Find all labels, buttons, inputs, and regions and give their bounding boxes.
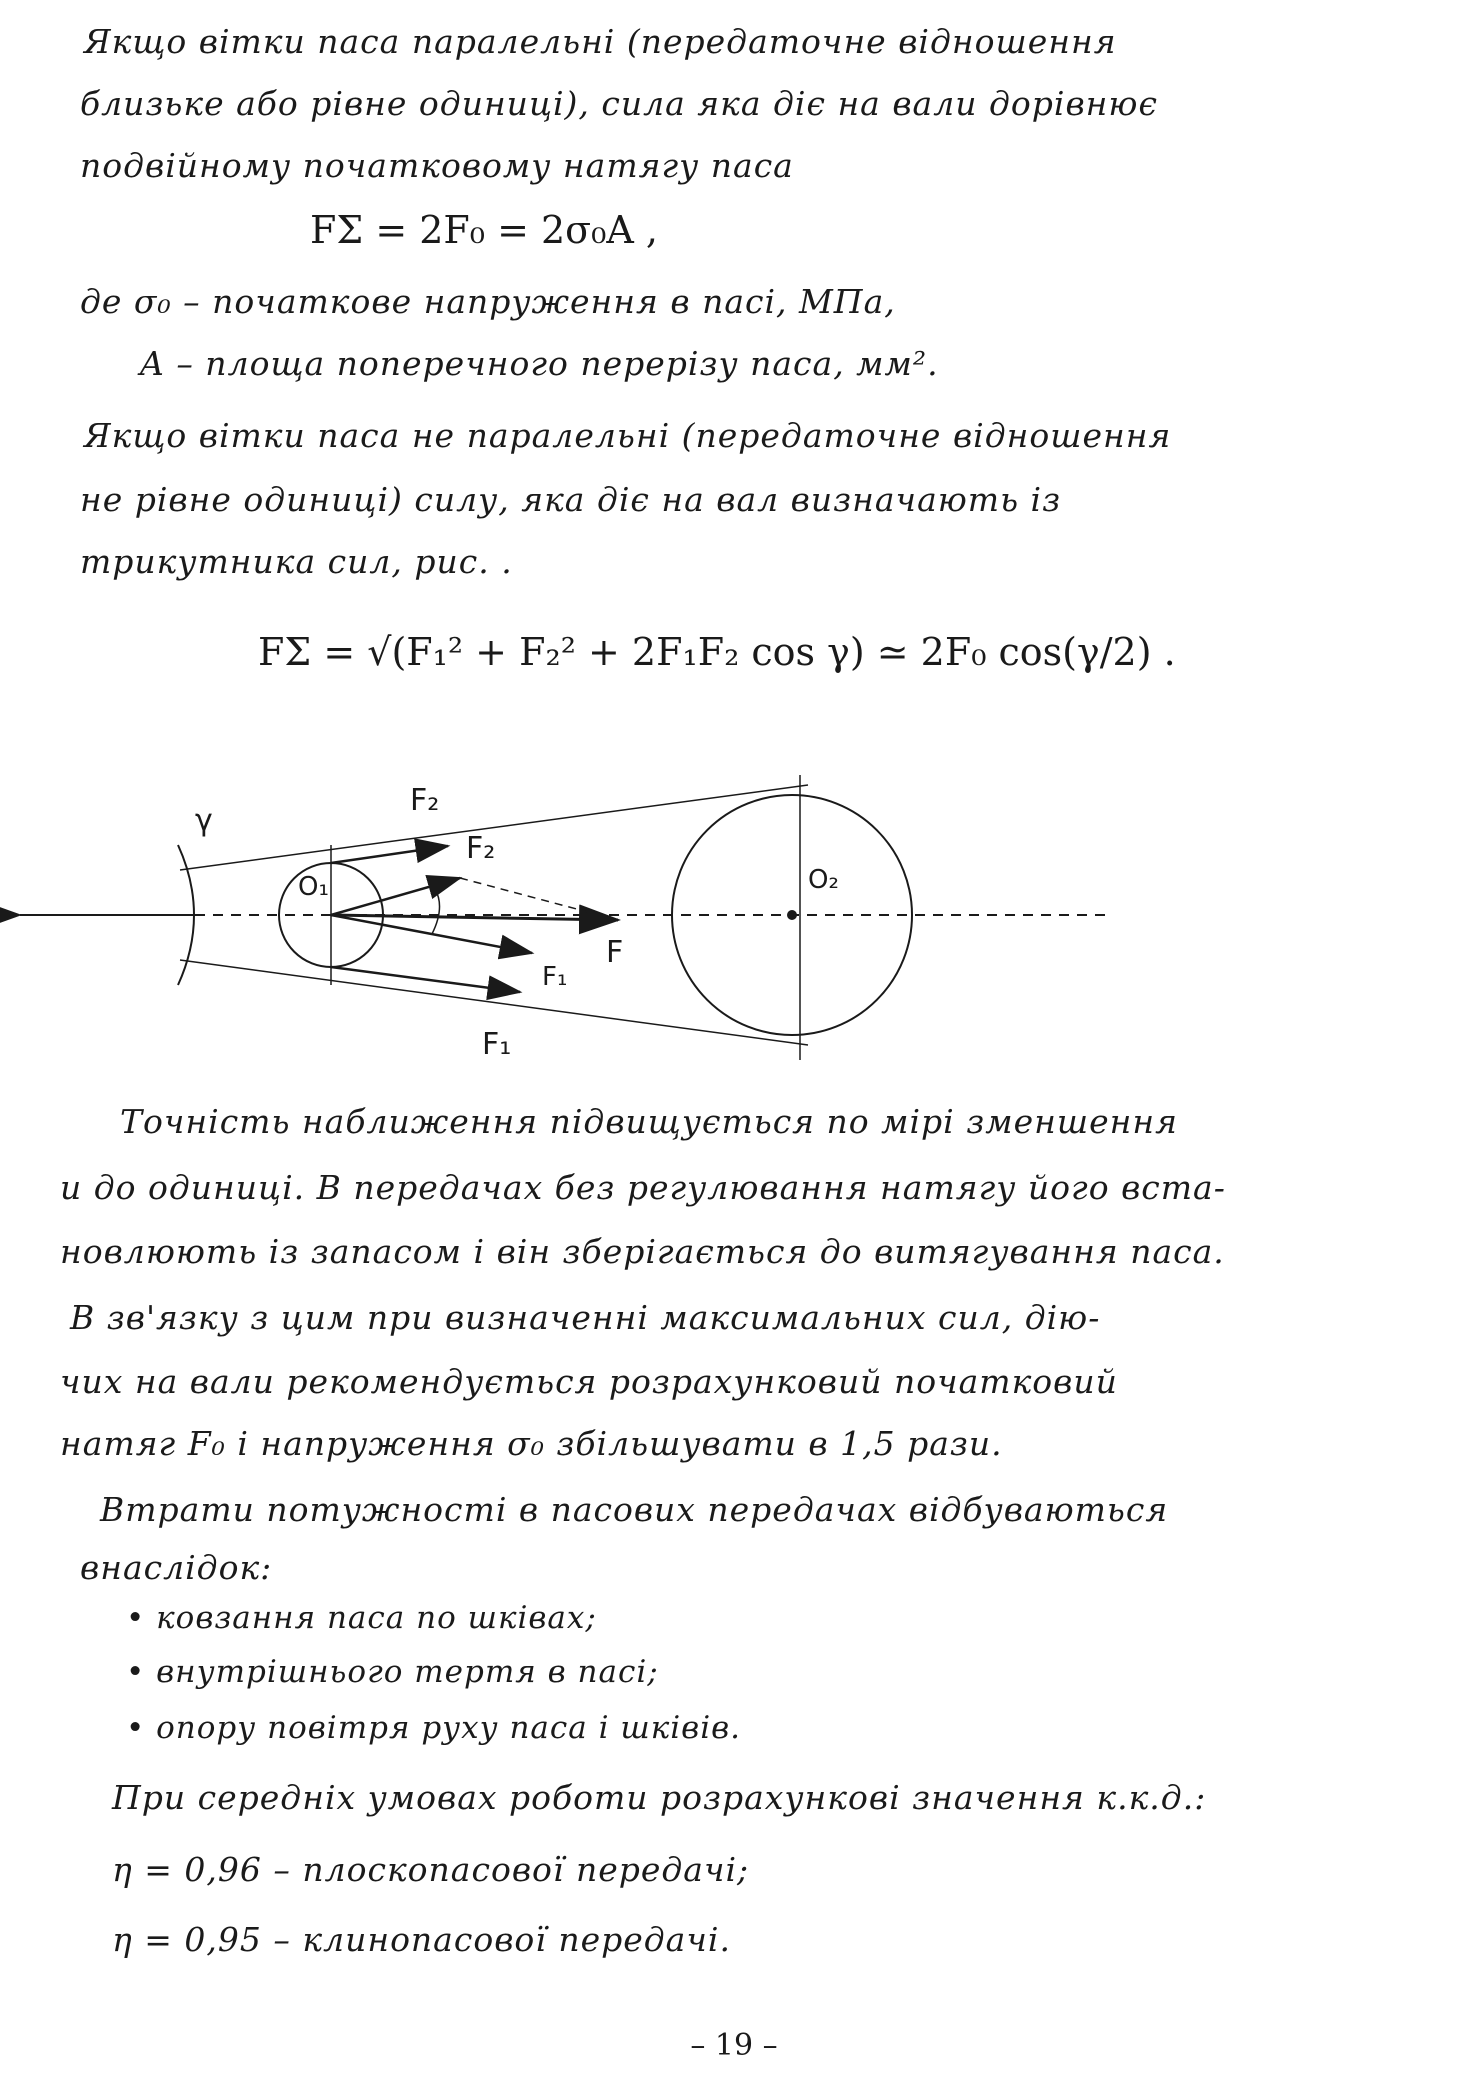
belt-force-diagram [0,760,1468,1070]
label-o2: O₂ [808,865,839,895]
text-line: При середніх умовах роботи розрахункові значення к.к.д.: [112,1778,1207,1817]
text-line: подвійному початковому натягу паса [80,146,794,185]
vector-f1-outer [331,967,520,992]
force-angle-arc [430,882,440,934]
label-f1-inner: F₁ [542,962,568,992]
page-number: – 19 – [690,2028,778,2063]
large-pulley-center [788,911,796,919]
label-f1-outer: F₁ [482,1027,512,1062]
label-f: F [606,935,624,970]
formula-resultant-force: FΣ = √(F₁² + F₂² + 2F₁F₂ cos γ) ≃ 2F₀ cos(γ/2) . [258,630,1176,674]
force-triangle-side [460,878,618,920]
text-line: новлюють із запасом і він зберігається до витягування паса. [60,1232,1225,1271]
text-line: Якщо вітки паса не паралельні (передаточне відношення [84,416,1172,455]
label-o1: O₁ [298,872,329,902]
text-line: Якщо вітки паса паралельні (передаточне відношення [84,22,1117,61]
definition-line: A – площа поперечного перерізу паса, мм². [140,344,939,383]
text-line: u до одиниці. В передачах без регулювання натягу його вста- [60,1168,1226,1207]
list-item: • внутрішнього тертя в пасі; [126,1654,659,1690]
vector-f1-inner [331,915,532,953]
label-gamma: γ [195,803,213,838]
list-item: • ковзання паса по шківах; [126,1600,597,1636]
label-f2-outer: F₂ [410,783,440,818]
text-line: внаслідок: [80,1548,273,1587]
efficiency-line: η = 0,95 – клинопасової передачі. [112,1920,731,1959]
efficiency-line: η = 0,96 – плоскопасової передачі; [112,1850,750,1889]
text-line: близьке або рівне одиниці), сила яка діє на вали дорівнює [80,84,1158,123]
text-line: Втрати потужності в пасових передачах відбуваються [100,1490,1169,1529]
text-line: не рівне одиниці) силу, яка діє на вал визначають із [80,480,1062,519]
text-line: натяг F₀ і напруження σ₀ збільшувати в 1,5 рази. [60,1424,1003,1463]
vector-f2-inner [331,878,460,915]
text-line: чих на вали рекомендується розрахунковий початковий [60,1362,1118,1401]
label-f2-inner: F₂ [466,831,496,866]
text-line: Точність наближення підвищується по мірі зменшення [120,1102,1178,1141]
formula-total-force: FΣ = 2F₀ = 2σ₀A , [310,208,658,252]
vector-f2-outer [331,846,448,863]
text-line: трикутника сил, рис. . [80,542,513,581]
list-item: • опору повітря руху паса і шківів. [126,1710,742,1746]
text-line: В зв'язку з цим при визначенні максимальних сил, дію- [70,1298,1101,1337]
definition-line: де σ₀ – початкове напруження в пасі, МПа, [80,282,896,321]
